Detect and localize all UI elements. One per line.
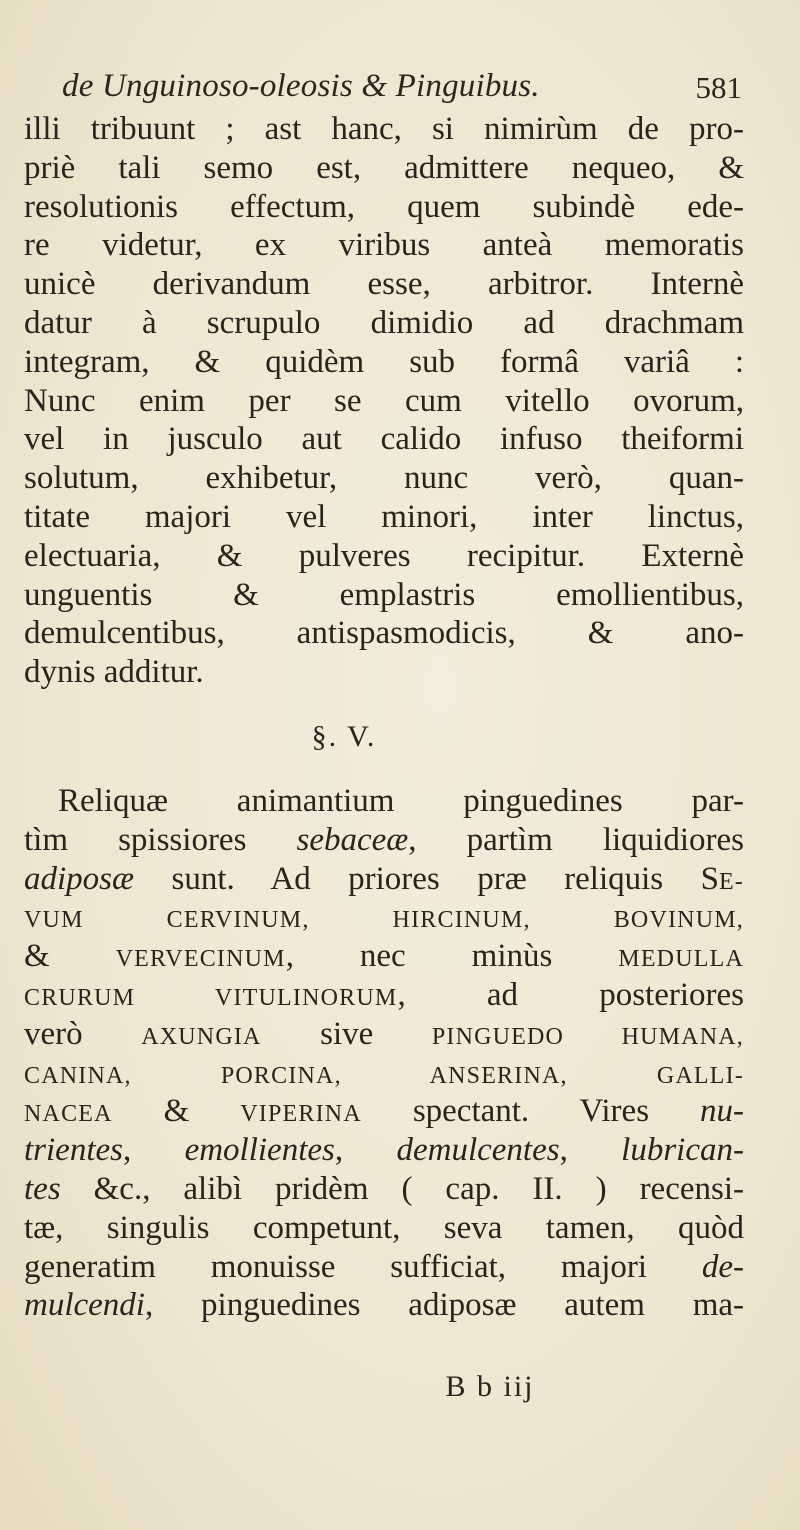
page-number: 581 — [695, 70, 742, 105]
signature-mark: B b iij — [445, 1370, 535, 1403]
text-segment: VUM CERVINUM, HIRCINUM, BOVINUM, — [24, 907, 744, 934]
text-segment: sive — [261, 1015, 432, 1052]
text-segment: solutum, exhibetur, nunc verò, quan- — [24, 460, 744, 497]
text-segment: electuaria, & pulveres recipitur. Externè — [24, 537, 744, 574]
text-segment: adiposæ — [24, 860, 135, 897]
text-segment: , ad posteriores — [397, 976, 744, 1013]
text-segment: tæ, singulis competunt, seva tamen, quòd — [24, 1209, 744, 1246]
text-segment: NACEA — [24, 1101, 113, 1128]
text-segment: generatim monuisse sufficiat, majori — [24, 1248, 702, 1285]
text-segment: titate majori vel minori, inter linctus, — [24, 498, 744, 535]
text-line — [24, 498, 744, 537]
text-line — [24, 459, 744, 498]
text-segment: vel in jusculo aut calido infuso theiformi — [24, 421, 744, 458]
text-line — [24, 860, 744, 899]
text-line — [24, 304, 744, 343]
text-segment: CRURUM VITULINORUM — [24, 984, 398, 1011]
text-segment: &c., alibì pridèm ( cap. II. ) recensi- — [60, 1170, 744, 1207]
text-segment: mulcendi — [24, 1287, 145, 1324]
text-segment: & — [24, 938, 116, 975]
text-line — [24, 1248, 744, 1287]
text-line — [24, 898, 744, 937]
text-segment: VIPERINA — [240, 1101, 362, 1128]
text-segment: , nec minùs — [285, 938, 619, 975]
text-line — [24, 537, 744, 576]
text-line — [24, 343, 744, 382]
text-segment: PINGUEDO HUMANA, — [431, 1023, 744, 1050]
text-segment: demulcentibus, antispasmodicis, & ano- — [24, 615, 744, 652]
text-segment: Nunc enim per se cum vitello ovorum, — [24, 382, 744, 419]
text-segment: integram, & quidèm sub formâ variâ : — [24, 343, 744, 380]
text-segment: Reliquæ animantium pinguedines par- — [58, 782, 744, 819]
page-header — [62, 68, 742, 114]
text-line — [24, 976, 744, 1015]
text-segment: datur à scrupulo dimidio ad drachmam — [24, 304, 744, 341]
text-line — [24, 226, 744, 265]
text-segment: de- — [701, 1248, 744, 1285]
text-segment: trientes — [24, 1132, 123, 1169]
text-line — [24, 110, 744, 149]
text-segment: , — [122, 1132, 185, 1169]
text-segment: nu- — [700, 1093, 744, 1130]
text-segment: re videtur, ex viribus anteà memoratis — [24, 227, 744, 264]
text-segment: , — [559, 1132, 622, 1169]
text-segment: unguentis & emplastris emollientibus, — [24, 576, 744, 613]
paragraph-1 — [24, 110, 744, 692]
text-segment: sebaceæ — [296, 821, 409, 858]
text-segment: demulcentes — [396, 1132, 560, 1169]
text-segment: VERVECINUM — [115, 946, 286, 973]
paragraph-2 — [24, 782, 744, 1325]
text-line — [24, 821, 744, 860]
text-line — [24, 576, 744, 615]
text-segment: lubrican- — [621, 1132, 744, 1169]
text-line — [24, 1209, 744, 1248]
text-line — [24, 1131, 744, 1170]
text-segment: illi tribuunt ; ast hanc, si nimirùm de pro- — [24, 111, 744, 147]
text-segment: MEDULLA — [618, 946, 744, 973]
text-segment: tes — [24, 1170, 61, 1207]
text-segment: spectant. Vires — [361, 1093, 700, 1130]
text-segment: , — [334, 1132, 397, 1169]
body-text — [24, 110, 744, 1325]
running-head: de Unguinoso-oleosis & Pinguibus. — [62, 68, 540, 104]
text-line — [24, 653, 744, 692]
text-segment: , pinguedines adiposæ autem ma- — [144, 1287, 744, 1324]
text-segment: tìm spissiores — [24, 821, 297, 858]
text-segment: , partìm liquidiores — [408, 821, 744, 858]
text-line — [24, 1092, 744, 1131]
text-line — [24, 420, 744, 459]
text-segment: & — [112, 1093, 241, 1130]
text-line — [24, 382, 744, 421]
text-segment: verò — [24, 1015, 142, 1052]
text-segment: E- — [718, 868, 744, 895]
text-segment: CANINA, PORCINA, ANSERINA, GALLI- — [24, 1062, 744, 1089]
text-line — [24, 1054, 744, 1093]
section-heading: §. V. — [311, 719, 377, 753]
text-line — [24, 1015, 744, 1054]
text-line — [24, 149, 744, 188]
text-segment: priè tali semo est, admittere nequeo, & — [24, 149, 744, 186]
text-segment: AXUNGIA — [141, 1023, 262, 1050]
text-segment: sunt. Ad priores præ reliquis S — [134, 860, 719, 897]
text-line — [24, 782, 744, 821]
text-line — [24, 1170, 744, 1209]
text-line — [24, 937, 744, 976]
text-line — [24, 265, 744, 304]
text-line — [24, 188, 744, 227]
text-segment: dynis additur. — [24, 654, 204, 691]
text-line — [24, 1286, 744, 1325]
text-line — [24, 614, 744, 653]
text-segment: unicè derivandum esse, arbitror. Internè — [24, 266, 744, 303]
text-segment: emollientes — [184, 1132, 335, 1169]
text-segment: resolutionis effectum, quem subindè ede- — [24, 188, 744, 225]
